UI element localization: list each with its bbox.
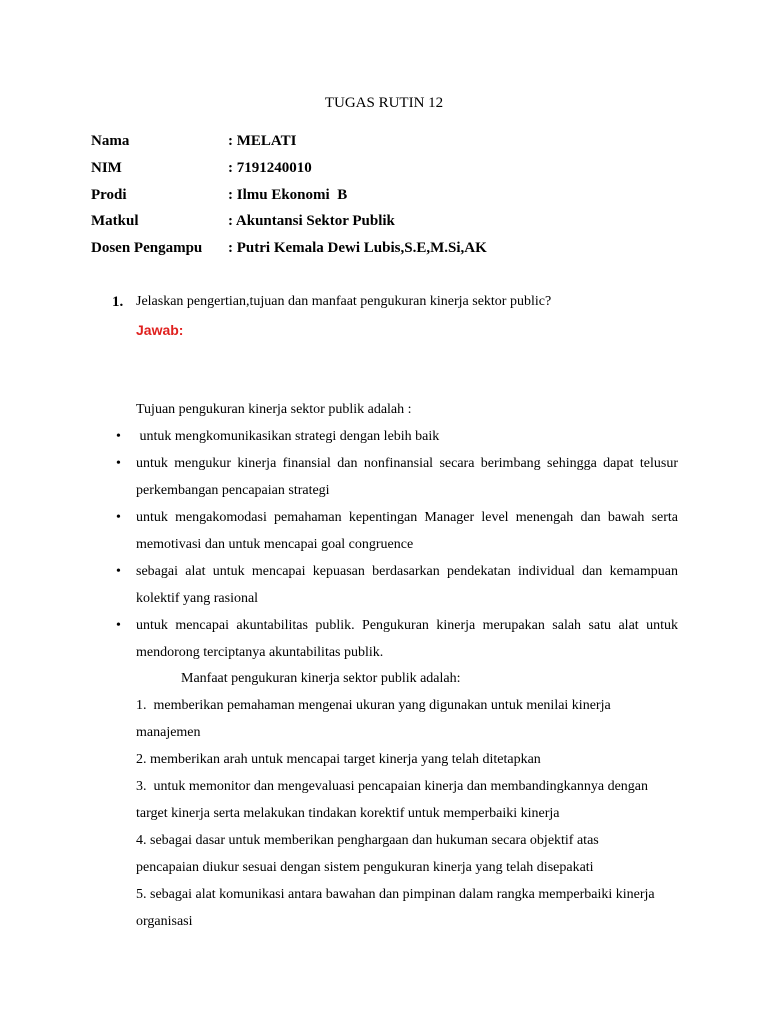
manfaat-heading: Manfaat pengukuran kinerja sektor publik adalah: <box>181 671 461 686</box>
list-item: 1. memberikan pemahaman mengenai ukuran yang digunakan untuk menilai kinerja manajemen <box>136 698 615 740</box>
info-value: : MELATI <box>228 133 297 149</box>
list-item-text: sebagai alat untuk mencapai kepuasan berdasarkan pendekatan individual dan kemampuan kolektif yang rasional <box>136 564 678 606</box>
bullet-icon: • <box>116 510 121 525</box>
info-label: Matkul <box>91 213 139 229</box>
list-item <box>116 450 678 504</box>
list-item: 4. sebagai dasar untuk memberikan penghargaan dan hukuman secara objektif atas pencapaian diukur sesuai dengan sistem pengukuran kinerja yang telah disepakati <box>136 833 599 875</box>
question-text: Jelaskan pengertian,tujuan dan manfaat pengukuran kinerja sektor public? <box>136 294 552 309</box>
list-item <box>116 612 678 666</box>
list-item-text: untuk mengakomodasi pemahaman kepentingan Manager level menengah dan bawah serta memotivasi dan untuk mencapai goal congruence <box>136 510 678 552</box>
answer-label: Jawab: <box>136 322 184 338</box>
info-value: : Ilmu Ekonomi B <box>228 187 348 203</box>
tujuan-intro: Tujuan pengukuran kinerja sektor publik adalah : <box>136 402 412 417</box>
list-item: 5. sebagai alat komunikasi antara bawahan dan pimpinan dalam rangka memperbaiki kinerja organisasi <box>136 887 655 929</box>
info-value: : Akuntansi Sektor Publik <box>228 213 395 229</box>
info-label: Nama <box>91 133 130 149</box>
document-title: TUGAS RUTIN 12 <box>324 95 444 111</box>
info-value: : 7191240010 <box>228 160 312 176</box>
bullet-icon: • <box>116 429 121 444</box>
list-item <box>116 558 678 612</box>
info-label: Prodi <box>91 187 127 203</box>
list-item-text: untuk mencapai akuntabilitas publik. Pengukuran kinerja merupakan salah satu alat untuk mendorong terciptanya akuntabilitas publik. <box>136 618 678 660</box>
bullet-icon: • <box>116 618 121 633</box>
info-label: Dosen Pengampu <box>91 240 203 256</box>
bullet-icon: • <box>116 564 121 579</box>
list-item: 2. memberikan arah untuk mencapai target kinerja yang telah ditetapkan <box>136 752 541 767</box>
list-item <box>116 423 678 450</box>
info-value: : Putri Kemala Dewi Lubis,S.E,M.Si,AK <box>228 240 487 256</box>
info-label: NIM <box>91 160 122 176</box>
list-item-text: untuk mengukur kinerja finansial dan nonfinansial secara berimbang sehingga dapat telusur perkembangan pencapaian strategi <box>136 456 678 498</box>
list-item-text: untuk mengkomunikasikan strategi dengan lebih baik <box>136 429 440 444</box>
manfaat-list <box>136 692 656 935</box>
list-item <box>116 504 678 558</box>
list-item: 3. untuk memonitor dan mengevaluasi pencapaian kinerja dan membandingkannya dengan target kinerja serta melakukan tindakan korektif untuk memperbaiki kinerja <box>136 779 652 821</box>
tujuan-list <box>116 423 678 666</box>
question-number: 1. <box>112 294 124 310</box>
bullet-icon: • <box>116 456 121 471</box>
